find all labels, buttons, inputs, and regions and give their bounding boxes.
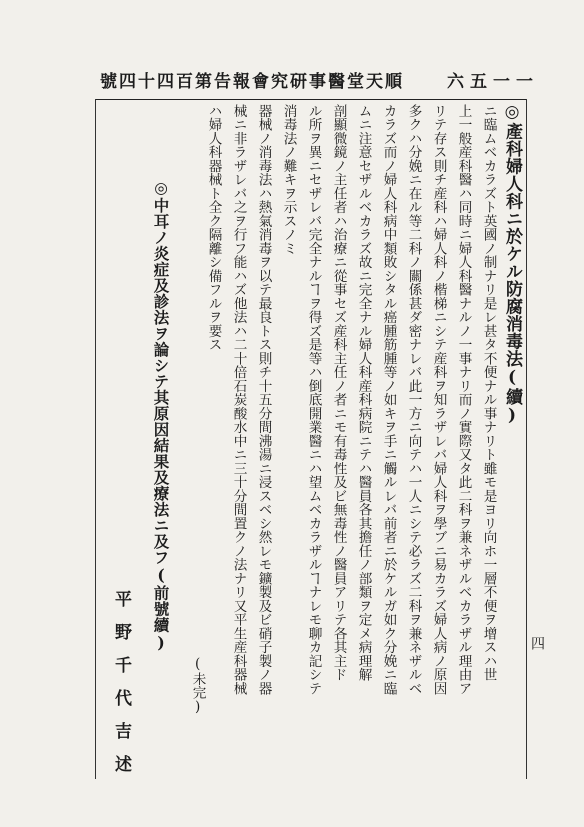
header-rule bbox=[95, 99, 527, 100]
body-line: 剖顯微鏡ノ主任者ハ治療ニ從事セズ産科主任ノ者ニモ有毒性及ビ無毒性ノ醫員アリテ各其主ド bbox=[330, 104, 347, 682]
next-article-title: ◎中耳ノ炎症及診法ヲ論シテ其原因結果及療法ニ及フ(前號續) bbox=[151, 178, 171, 653]
right-frame-rule bbox=[526, 99, 527, 779]
running-header-title: 號四十四百第告報會究研事醫堂天順 bbox=[100, 72, 404, 92]
body-line: 多クハ分娩ニ在ル等二科ノ關係甚ダ密ナレバ此一方ニ向テハ一人ニシテ必ラズ二科ヲ兼ネザルベ bbox=[405, 104, 422, 696]
running-header-page-number: 六五一一 bbox=[447, 72, 539, 92]
article-author: 平野千代吉述 bbox=[111, 590, 131, 788]
folio-number: 四 bbox=[529, 636, 545, 650]
body-line: 上一般産科醫ハ同時ニ婦人科醫ナルノ一事ナリ而ノ實際又タ此二科ヲ兼ネザルベカラザル理由ア bbox=[455, 104, 472, 696]
body-line: ニ臨ムベカラズト英國ノ制ナリ是レ甚タ不便ナル事ナリト雖モ是ヨリ向ホ一層不便ヲ增スハ世 bbox=[480, 104, 497, 682]
article-title: ◎產科婦人科ニ於ケル防腐消毒法(續) bbox=[502, 102, 522, 426]
body-line: カラズ而ノ婦人科病中類敗シタル癌腫筋腫等ノ如キヲ手ニ觸ルレバ前者ニ於ケルガ如ク分娩ニ臨 bbox=[380, 104, 397, 696]
body-line: ル所ヲ異ニセザレバ完全ナルヿヲ得ズ是等ハ倒底開業醫ニハ望ムベカラザルヿナレモ聊カ記シテ bbox=[305, 104, 322, 696]
left-frame-rule bbox=[95, 99, 96, 779]
body-line: 器械ノ消毒法ハ熱氣消毒ヲ以テ最良トス則チ十五分間沸湯ニ浸スベシ然レモ鑛製及ビ硝子製ノ器 bbox=[255, 104, 272, 696]
body-line: ムニ注意セザルベカラズ故ニ完全ナル婦人科産科病院ニテハ醫員各其擔任ノ部類ヲ定メ病理解 bbox=[355, 104, 372, 682]
body-line: 消毒法ノ難キヲ示スノミ bbox=[280, 104, 297, 256]
body-line: リテ存ス則チ産科ハ婦人科ノ楷梯ニシテ産科ヲ知ラザレバ婦人科ヲ學ブニ易カラズ婦人病ノ原因 bbox=[430, 104, 447, 696]
body-line: 械ニ非ラザレバ之ヲ行フ能ハズ他法ハ二十倍石炭酸水中ニ三十分間置クノ法ナリ又平生産科器械 bbox=[230, 104, 247, 696]
body-line: ハ婦人科器械ト全ク隔離シ備フルヲ要ス bbox=[205, 104, 222, 352]
end-mark: (未完) bbox=[189, 656, 206, 716]
